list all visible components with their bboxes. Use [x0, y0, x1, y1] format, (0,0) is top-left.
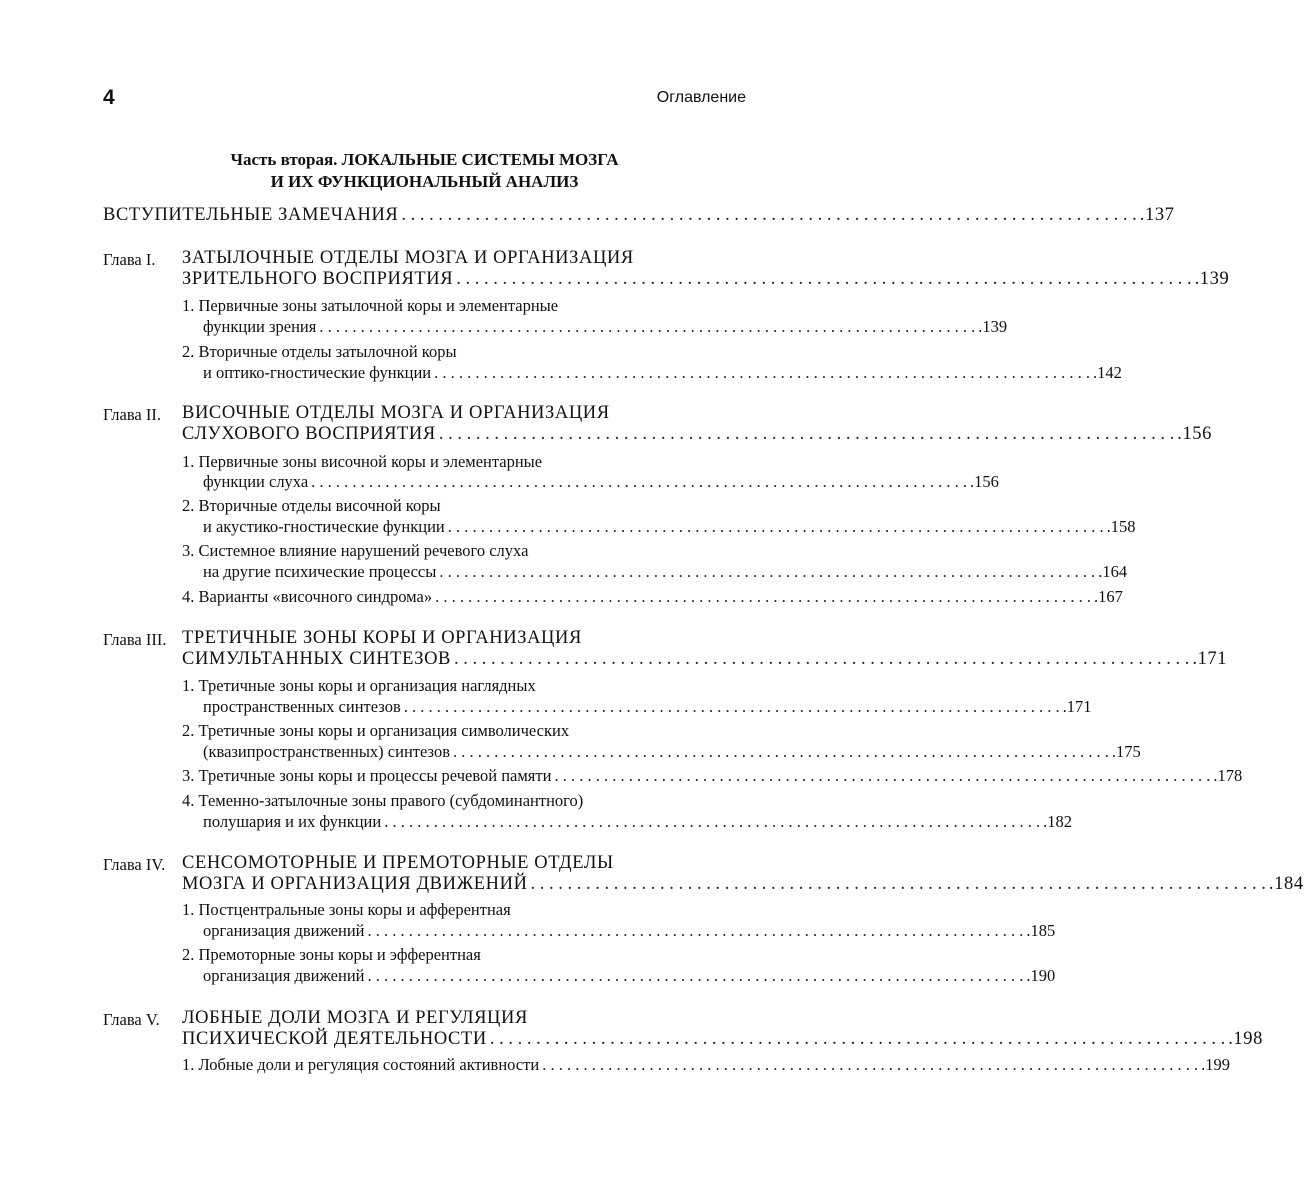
chapter-title-text: ЗРИТЕЛЬНОГО ВОСПРИЯТИЯ — [182, 269, 454, 289]
section-title-line-2: и оптико-гностические функции — [203, 363, 432, 382]
leader-dots: . . . . . . . . . . . . . . . . . . . . . . . . . . . . . . . . . . . . . . . . . . . . . . . . . . . . . . . . . . . . . . . . . . . . . . . . . . . . . . . . — [384, 812, 1041, 831]
chapter-page: .184 — [1268, 874, 1304, 894]
section-title-line-2: функции слуха — [203, 472, 309, 491]
intro-page: .137 — [1139, 205, 1175, 225]
chapter-page: .171 — [1192, 649, 1228, 669]
section-page: .185 — [1026, 921, 1056, 940]
leader-dots: . . . . . . . . . . . . . . . . . . . . . . . . . . . . . . . . . . . . . . . . . . . . . . . . . . . . . . . . . . . . . . . . . . . . . . . . . . . . . . . . — [319, 317, 976, 336]
section-page: .199 — [1201, 1055, 1230, 1074]
chapter-title-text: СЛУХОВОГО ВОСПРИЯТИЯ — [182, 424, 436, 444]
chapter-title-text: МОЗГА И ОРГАНИЗАЦИЯ ДВИЖЕНИЙ — [182, 874, 528, 894]
chapter-page: .139 — [1194, 269, 1230, 289]
section-title-line-1: 4. Варианты «височного синдрома» — [182, 587, 433, 606]
section-title-line-2: функции зрения — [203, 317, 317, 336]
section-entry[interactable] — [182, 587, 1123, 607]
chapter-title-line-2[interactable] — [182, 1029, 1263, 1050]
section-title-line-1[interactable]: 1. Третичные зоны коры и организация наглядных — [182, 676, 536, 695]
section-entry[interactable] — [203, 317, 1008, 337]
chapter-title-line-2[interactable] — [182, 874, 1304, 895]
chapter-title-line-1[interactable]: ТРЕТИЧНЫЕ ЗОНЫ КОРЫ И ОРГАНИЗАЦИЯ — [182, 628, 582, 648]
leader-dots: . . . . . . . . . . . . . . . . . . . . . . . . . . . . . . . . . . . . . . . . . . . . . . . . . . . . . . . . . . . . . . . . . . . . . . . . . . . . . . . . — [438, 424, 1175, 444]
running-title: Оглавление — [656, 89, 746, 106]
section-title-line-2: полушария и их функции — [203, 812, 382, 831]
part-title-line-2: И ИХ ФУНКЦИОНАЛЬНЫЙ АНАЛИЗ — [270, 172, 579, 191]
chapter-label: Глава I. — [103, 250, 156, 269]
leader-dots: . . . . . . . . . . . . . . . . . . . . . . . . . . . . . . . . . . . . . . . . . . . . . . . . . . . . . . . . . . . . . . . . . . . . . . . . . . . . . . . . — [554, 766, 1211, 785]
section-title-line-2: организация движений — [203, 921, 365, 940]
chapter-label: Глава IV. — [103, 855, 166, 874]
section-entry[interactable] — [203, 363, 1122, 383]
section-entry[interactable] — [203, 742, 1141, 762]
leader-dots: . . . . . . . . . . . . . . . . . . . . . . . . . . . . . . . . . . . . . . . . . . . . . . . . . . . . . . . . . . . . . . . . . . . . . . . . . . . . . . . . — [401, 205, 1137, 225]
chapter-label: Глава II. — [103, 405, 161, 424]
chapter-title-line-2[interactable] — [182, 424, 1212, 445]
chapter-page: .156 — [1177, 424, 1212, 444]
leader-dots: . . . . . . . . . . . . . . . . . . . . . . . . . . . . . . . . . . . . . . . . . . . . . . . . . . . . . . . . . . . . . . . . . . . . . . . . . . . . . . . . — [434, 363, 1091, 382]
section-title-line-1[interactable]: 4. Теменно-затылочные зоны правого (субдоминантного) — [182, 791, 584, 810]
chapter-page: .198 — [1228, 1029, 1263, 1049]
leader-dots: . . . . . . . . . . . . . . . . . . . . . . . . . . . . . . . . . . . . . . . . . . . . . . . . . . . . . . . . . . . . . . . . . . . . . . . . . . . . . . . . — [439, 562, 1096, 581]
part-title-line-1: Часть вторая. ЛОКАЛЬНЫЕ СИСТЕМЫ МОЗГА — [230, 150, 619, 169]
section-page: .182 — [1043, 812, 1072, 831]
intro-entry[interactable] — [103, 205, 1175, 226]
section-entry[interactable] — [203, 966, 1056, 986]
section-entry[interactable] — [203, 697, 1092, 717]
section-entry[interactable] — [203, 472, 999, 492]
chapter-label: Глава III. — [103, 630, 167, 649]
section-page: .178 — [1213, 766, 1243, 785]
leader-dots: . . . . . . . . . . . . . . . . . . . . . . . . . . . . . . . . . . . . . . . . . . . . . . . . . . . . . . . . . . . . . . . . . . . . . . . . . . . . . . . . — [453, 649, 1190, 669]
section-page: .190 — [1026, 966, 1056, 985]
section-entry[interactable] — [203, 921, 1056, 941]
leader-dots: . . . . . . . . . . . . . . . . . . . . . . . . . . . . . . . . . . . . . . . . . . . . . . . . . . . . . . . . . . . . . . . . . . . . . . . . . . . . . . . . — [403, 697, 1060, 716]
chapter-title-line-2[interactable] — [182, 269, 1230, 290]
leader-dots: . . . . . . . . . . . . . . . . . . . . . . . . . . . . . . . . . . . . . . . . . . . . . . . . . . . . . . . . . . . . . . . . . . . . . . . . . . . . . . . . — [489, 1029, 1226, 1049]
section-page: .167 — [1093, 587, 1123, 606]
section-entry[interactable] — [182, 766, 1243, 786]
section-page: .164 — [1098, 562, 1128, 581]
section-entry[interactable] — [203, 517, 1136, 537]
section-title-line-1[interactable]: 3. Системное влияние нарушений речевого слуха — [182, 541, 529, 560]
section-entry[interactable] — [182, 1055, 1230, 1075]
leader-dots: . . . . . . . . . . . . . . . . . . . . . . . . . . . . . . . . . . . . . . . . . . . . . . . . . . . . . . . . . . . . . . . . . . . . . . . . . . . . . . . . — [367, 921, 1024, 940]
chapter-title-text: СИМУЛЬТАННЫХ СИНТЕЗОВ — [182, 649, 451, 669]
section-title-line-1[interactable]: 2. Вторичные отделы височной коры — [182, 496, 441, 515]
section-entry[interactable] — [203, 562, 1128, 582]
section-page: .142 — [1093, 363, 1122, 382]
chapter-label: Глава V. — [103, 1010, 160, 1029]
section-title-line-2: на другие психические процессы — [203, 562, 437, 581]
section-page: .139 — [978, 317, 1008, 336]
leader-dots: . . . . . . . . . . . . . . . . . . . . . . . . . . . . . . . . . . . . . . . . . . . . . . . . . . . . . . . . . . . . . . . . . . . . . . . . . . . . . . . . — [542, 1055, 1199, 1074]
chapter-title-line-1[interactable]: ЛОБНЫЕ ДОЛИ МОЗГА И РЕГУЛЯЦИЯ — [182, 1008, 528, 1028]
section-page: .158 — [1106, 517, 1136, 536]
leader-dots: . . . . . . . . . . . . . . . . . . . . . . . . . . . . . . . . . . . . . . . . . . . . . . . . . . . . . . . . . . . . . . . . . . . . . . . . . . . . . . . . — [367, 966, 1024, 985]
section-page: .175 — [1111, 742, 1141, 761]
section-title-line-2: и акустико-гностические функции — [203, 517, 445, 536]
chapter-title-line-2[interactable] — [182, 649, 1228, 670]
section-title-line-1[interactable]: 2. Вторичные отделы затылочной коры — [182, 342, 457, 361]
section-page: .156 — [970, 472, 999, 491]
section-title-line-2: организация движений — [203, 966, 365, 985]
section-title-line-2: пространственных синтезов — [203, 697, 401, 716]
section-title-line-1: 3. Третичные зоны коры и процессы речевой памяти — [182, 766, 552, 785]
chapter-title-text: ПСИХИЧЕСКОЙ ДЕЯТЕЛЬНОСТИ — [182, 1029, 487, 1049]
chapter-title-line-1[interactable]: ВИСОЧНЫЕ ОТДЕЛЫ МОЗГА И ОРГАНИЗАЦИЯ — [182, 403, 610, 423]
leader-dots: . . . . . . . . . . . . . . . . . . . . . . . . . . . . . . . . . . . . . . . . . . . . . . . . . . . . . . . . . . . . . . . . . . . . . . . . . . . . . . . . — [530, 874, 1266, 894]
chapter-title-line-1[interactable]: ЗАТЫЛОЧНЫЕ ОТДЕЛЫ МОЗГА И ОРГАНИЗАЦИЯ — [182, 248, 634, 268]
section-title-line-2: (квазипространственных) синтезов — [203, 742, 450, 761]
leader-dots: . . . . . . . . . . . . . . . . . . . . . . . . . . . . . . . . . . . . . . . . . . . . . . . . . . . . . . . . . . . . . . . . . . . . . . . . . . . . . . . . — [452, 742, 1109, 761]
section-title-line-1: 1. Лобные доли и регуляция состояний активности — [182, 1055, 540, 1074]
chapter-title-line-1[interactable]: СЕНСОМОТОРНЫЕ И ПРЕМОТОРНЫЕ ОТДЕЛЫ — [182, 853, 614, 873]
intro-title: ВСТУПИТЕЛЬНЫЕ ЗАМЕЧАНИЯ — [103, 205, 399, 225]
page-number: 4 — [103, 86, 115, 109]
section-entry[interactable] — [203, 812, 1072, 832]
section-title-line-1[interactable]: 2. Третичные зоны коры и организация символических — [182, 721, 570, 740]
leader-dots: . . . . . . . . . . . . . . . . . . . . . . . . . . . . . . . . . . . . . . . . . . . . . . . . . . . . . . . . . . . . . . . . . . . . . . . . . . . . . . . . — [435, 587, 1091, 606]
section-title-line-1[interactable]: 1. Первичные зоны затылочной коры и элементарные — [182, 296, 559, 315]
leader-dots: . . . . . . . . . . . . . . . . . . . . . . . . . . . . . . . . . . . . . . . . . . . . . . . . . . . . . . . . . . . . . . . . . . . . . . . . . . . . . . . . — [456, 269, 1192, 289]
section-title-line-1[interactable]: 2. Премоторные зоны коры и эфферентная — [182, 945, 481, 964]
leader-dots: . . . . . . . . . . . . . . . . . . . . . . . . . . . . . . . . . . . . . . . . . . . . . . . . . . . . . . . . . . . . . . . . . . . . . . . . . . . . . . . . — [447, 517, 1104, 536]
section-title-line-1[interactable]: 1. Первичные зоны височной коры и элементарные — [182, 452, 543, 471]
section-page: .171 — [1062, 697, 1092, 716]
leader-dots: . . . . . . . . . . . . . . . . . . . . . . . . . . . . . . . . . . . . . . . . . . . . . . . . . . . . . . . . . . . . . . . . . . . . . . . . . . . . . . . . — [311, 472, 968, 491]
section-title-line-1[interactable]: 1. Постцентральные зоны коры и афферентная — [182, 900, 511, 919]
